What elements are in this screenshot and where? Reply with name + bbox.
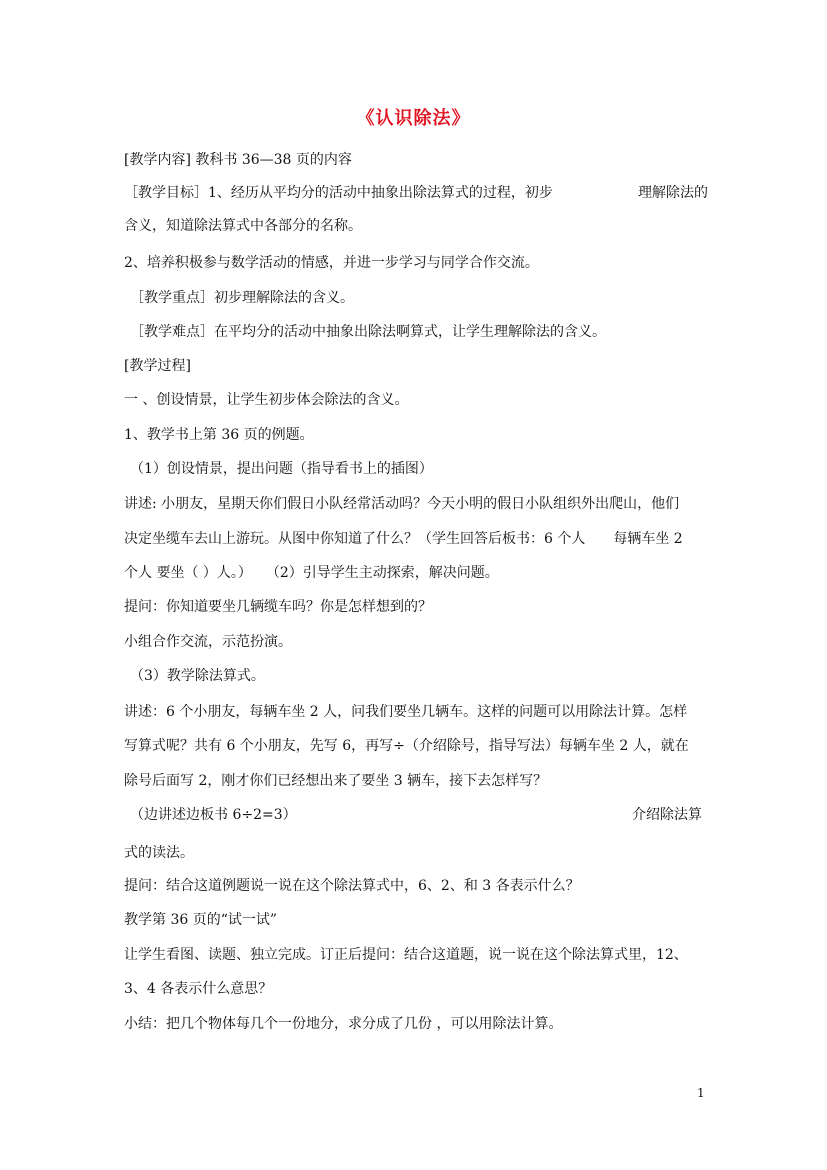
teaching-objective-continued: 理解除法的 xyxy=(638,185,708,201)
example-line: 1、教学书上第 36 页的例题。 xyxy=(124,427,314,443)
teaching-focus-line: ［教学重点］初步理解除法的含义。 xyxy=(130,290,354,306)
explanation-line-1: 讲述：6 个小朋友，每辆车坐 2 人，问我们要坐几辆车。这样的问题可以用除法计算。怎样 xyxy=(124,704,688,720)
narrative-line-2: 决定坐缆车去山上游玩。从图中你知道了什么？（学生回答后板书：6 个人 每辆车坐 2 xyxy=(124,531,683,547)
step-three-line: （3）教学除法算式。 xyxy=(130,668,265,684)
student-practice-line: 让学生看图、读题、独立完成。订正后提问：结合这道题，说一说在这个除法算式里，12、 xyxy=(124,947,688,963)
objective-two-line: 2、培养积极参与数学活动的情感，并进一步学习与同学合作交流。 xyxy=(124,255,539,271)
narrative-line-3: 个人 要坐（ ）人。） （2）引导学生主动探索，解决问题。 xyxy=(124,565,499,581)
section-one-heading: 一 、创设情景，让学生初步体会除法的含义。 xyxy=(124,392,409,408)
board-writing-row xyxy=(130,805,702,825)
teaching-objective-row xyxy=(124,183,708,203)
try-it-line: 教学第 36 页的“试一试” xyxy=(124,912,278,928)
division-question-line: 提问：结合这道例题说一说在这个除法算式中，6、2、和 3 各表示什么？ xyxy=(124,878,580,894)
group-activity-line: 小组合作交流，示范扮演。 xyxy=(124,634,292,650)
board-writing-text: （边讲述边板书 6÷2=3） xyxy=(130,807,297,823)
teaching-difficulty-line: ［教学难点］在平均分的活动中抽象出除法啊算式，让学生理解除法的含义。 xyxy=(130,324,606,340)
narrative-line-1: 讲述: 小朋友，星期天你们假日小队经常活动吗？今天小明的假日小队组织外出爬山，他们 xyxy=(124,496,680,512)
page-number: 1 xyxy=(697,1086,705,1100)
explanation-line-2: 写算式呢？共有 6 个小朋友，先写 6，再写÷（介绍除号，指导写法）每辆车坐 2 人，就在 xyxy=(124,738,689,754)
summary-line: 小结：把几个物体每几个一份地分，求分成了几份 ，可以用除法计算。 xyxy=(124,1016,563,1032)
teaching-objective-text: ［教学目标］1、经历从平均分的活动中抽象出除法算式的过程，初步 xyxy=(124,185,553,201)
explanation-line-3: 除号后面写 2，刚才你们已经想出来了要坐 3 辆车，接下去怎样写？ xyxy=(124,773,548,789)
reading-method-line: 式的读法。 xyxy=(124,845,194,861)
teaching-content-line: [教学内容] 教科书 36—38 页的内容 xyxy=(124,152,352,168)
question-line: 提问：你知道要坐几辆缆车吗？你是怎样想到的？ xyxy=(124,599,432,615)
objective-continuation-line: 含义，知道除法算式中各部分的名称。 xyxy=(124,218,362,234)
document-title: 《认识除法》 xyxy=(356,108,471,129)
step-one-line: （1）创设情景，提出问题（指导看书上的插图） xyxy=(130,461,433,477)
teaching-process-heading: [教学过程] xyxy=(124,358,191,374)
practice-question-line: 3、4 各表示什么意思？ xyxy=(124,981,273,997)
introduce-reading-text: 介绍除法算 xyxy=(632,807,702,823)
